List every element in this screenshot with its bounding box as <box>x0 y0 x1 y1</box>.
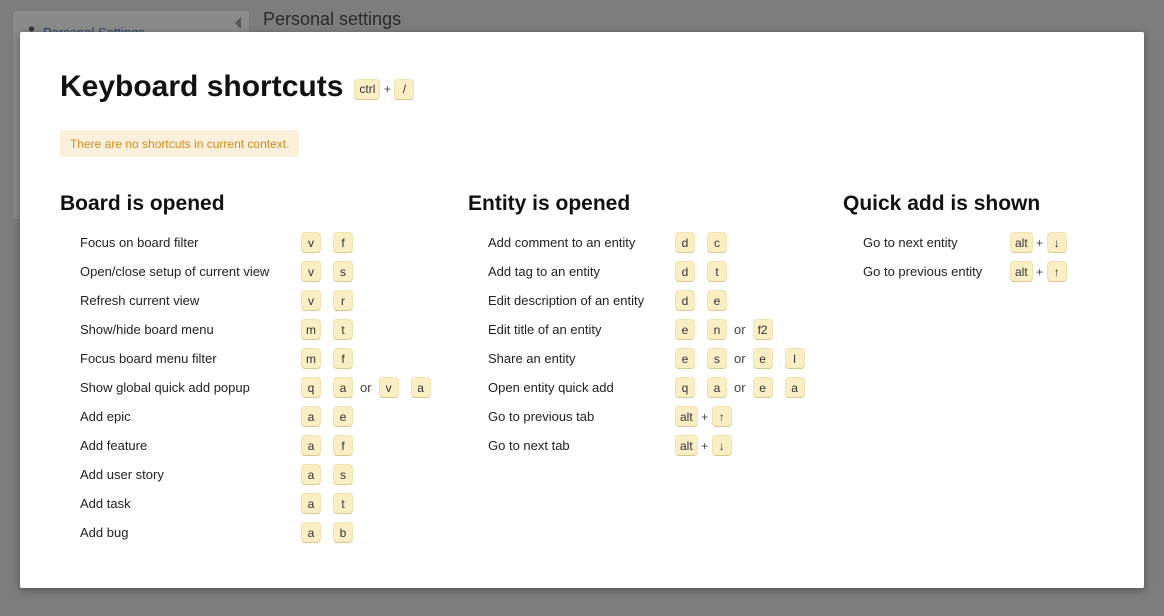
shortcut-keys <box>1011 262 1066 281</box>
key-cap: e <box>754 378 772 397</box>
key-cap: t <box>334 320 352 339</box>
key-cap: c <box>708 233 726 252</box>
shortcut-label: Add task <box>80 496 131 511</box>
section-title: Board is opened <box>60 192 225 215</box>
shortcut-keys <box>302 291 352 310</box>
key-cap: ↑ <box>713 407 731 426</box>
shortcut-row <box>863 228 1060 257</box>
key-cap: f <box>334 436 352 455</box>
key-cap: a <box>786 378 804 397</box>
shortcut-label: Go to next tab <box>488 438 570 453</box>
modal-title: Keyboard shortcuts <box>60 70 344 103</box>
key-cap: v <box>302 262 320 281</box>
key-cap: f <box>334 233 352 252</box>
shortcut-row <box>80 257 346 286</box>
key-cap: alt <box>676 436 697 455</box>
shortcut-row <box>488 431 725 460</box>
key-cap: alt <box>1011 233 1032 252</box>
shortcut-row <box>80 518 347 547</box>
key-cap: q <box>676 378 694 397</box>
key-cap: alt <box>1011 262 1032 281</box>
shortcut-row <box>80 286 345 315</box>
shortcut-label: Open/close setup of current view <box>80 264 270 279</box>
shortcut-label: Share an entity <box>488 351 576 366</box>
key-cap: s <box>334 262 352 281</box>
shortcut-label: Go to previous tab <box>488 409 595 424</box>
shortcut-row <box>80 228 345 257</box>
shortcut-row <box>488 228 720 257</box>
key-cap: t <box>334 494 352 513</box>
key-cap: ↓ <box>713 436 731 455</box>
shortcut-row <box>80 402 347 431</box>
key-cap: v <box>302 291 320 310</box>
shortcut-keys <box>302 378 430 397</box>
shortcut-row <box>80 431 345 460</box>
key-cap: d <box>676 262 694 281</box>
shortcut-keys <box>302 320 352 339</box>
key-cap: m <box>302 320 320 339</box>
key-cap: alt <box>676 407 697 426</box>
shortcut-label: Add tag to an entity <box>488 264 601 279</box>
background-page-title: Personal settings <box>263 9 402 29</box>
or-separator: or <box>734 380 746 395</box>
shortcut-keys <box>676 436 731 455</box>
key-cap: l <box>786 349 804 368</box>
key-cap: s <box>334 465 352 484</box>
shortcut-row <box>80 373 424 402</box>
shortcut-keys <box>676 407 731 426</box>
shortcut-keys <box>676 349 804 368</box>
key-cap: m <box>302 349 320 368</box>
key-ctrl: ctrl <box>355 80 379 99</box>
key-cap: a <box>412 378 430 397</box>
section-entity-opened <box>468 192 798 460</box>
collapse-arrow-icon <box>235 17 241 29</box>
shortcut-keys <box>302 349 352 368</box>
shortcut-row <box>80 460 346 489</box>
key-cap: ↑ <box>1048 262 1066 281</box>
key-cap: a <box>334 378 352 397</box>
shortcut-label: Edit description of an entity <box>488 293 645 308</box>
key-cap: a <box>302 465 320 484</box>
shortcut-list <box>80 228 424 547</box>
plus-separator: + <box>701 409 709 424</box>
shortcut-row <box>488 373 798 402</box>
plus-separator: + <box>1036 264 1044 279</box>
section-board-opened <box>60 192 424 547</box>
shortcut-keys <box>302 436 352 455</box>
section-quick-add-shown <box>843 192 1060 286</box>
key-cap: a <box>708 378 726 397</box>
plus-separator: + <box>701 438 709 453</box>
key-cap: n <box>708 320 726 339</box>
key-cap: v <box>380 378 398 397</box>
key-cap: a <box>302 436 320 455</box>
shortcut-keys <box>676 320 772 339</box>
shortcut-label: Show global quick add popup <box>80 380 250 395</box>
key-cap: v <box>302 233 320 252</box>
plus-separator: + <box>383 82 391 96</box>
shortcut-label: Go to previous entity <box>863 264 983 279</box>
key-cap: b <box>334 523 352 542</box>
key-cap: t <box>708 262 726 281</box>
shortcut-list <box>863 228 1060 286</box>
shortcut-label: Add bug <box>80 525 129 540</box>
key-cap: ↓ <box>1048 233 1066 252</box>
plus-separator: + <box>1036 235 1044 250</box>
key-slash: / <box>395 80 413 99</box>
shortcut-row <box>488 257 719 286</box>
key-cap: a <box>302 523 320 542</box>
keyboard-shortcuts-modal <box>20 32 1144 588</box>
shortcut-label: Add epic <box>80 409 131 424</box>
shortcut-label: Refresh current view <box>80 293 200 308</box>
shortcut-keys <box>302 407 352 426</box>
shortcut-row <box>488 286 721 315</box>
shortcut-row <box>488 315 768 344</box>
no-shortcuts-notice: There are no shortcuts in current context. <box>60 130 299 157</box>
shortcut-label: Add comment to an entity <box>488 235 636 250</box>
shortcut-keys <box>302 262 352 281</box>
or-separator: or <box>360 380 372 395</box>
shortcut-label: Go to next entity <box>863 235 958 250</box>
shortcut-keys <box>302 523 352 542</box>
shortcut-keys <box>302 465 352 484</box>
key-cap: d <box>676 291 694 310</box>
or-separator: or <box>734 351 746 366</box>
key-cap: e <box>676 349 694 368</box>
modal-header <box>60 70 413 104</box>
section-title: Quick add is shown <box>843 192 1041 215</box>
key-cap: d <box>676 233 694 252</box>
shortcut-row <box>80 315 345 344</box>
key-cap: e <box>754 349 772 368</box>
shortcut-label: Add user story <box>80 467 164 482</box>
shortcut-keys <box>1011 233 1066 252</box>
shortcut-label: Focus on board filter <box>80 235 199 250</box>
shortcut-label: Show/hide board menu <box>80 322 214 337</box>
shortcut-keys <box>302 233 352 252</box>
shortcut-keys <box>302 494 352 513</box>
shortcut-label: Open entity quick add <box>488 380 614 395</box>
shortcut-label: Edit title of an entity <box>488 322 602 337</box>
section-title: Entity is opened <box>468 192 631 215</box>
key-cap: f2 <box>754 320 772 339</box>
shortcut-label: Add feature <box>80 438 148 453</box>
shortcut-row <box>488 344 796 373</box>
shortcut-row <box>488 402 725 431</box>
key-cap: q <box>302 378 320 397</box>
key-cap: e <box>334 407 352 426</box>
key-cap: e <box>708 291 726 310</box>
or-separator: or <box>734 322 746 337</box>
shortcut-keys <box>676 262 726 281</box>
shortcut-keys <box>676 378 804 397</box>
key-cap: e <box>676 320 694 339</box>
shortcut-row <box>80 344 345 373</box>
key-cap: a <box>302 494 320 513</box>
key-cap: f <box>334 349 352 368</box>
shortcut-keys <box>676 291 726 310</box>
shortcut-row <box>863 257 1060 286</box>
modal-title-shortcut <box>355 80 413 99</box>
key-cap: r <box>334 291 352 310</box>
shortcut-label: Focus board menu filter <box>80 351 217 366</box>
shortcut-keys <box>676 233 726 252</box>
key-cap: s <box>708 349 726 368</box>
key-cap: a <box>302 407 320 426</box>
shortcut-list <box>488 228 798 460</box>
shortcut-row <box>80 489 345 518</box>
